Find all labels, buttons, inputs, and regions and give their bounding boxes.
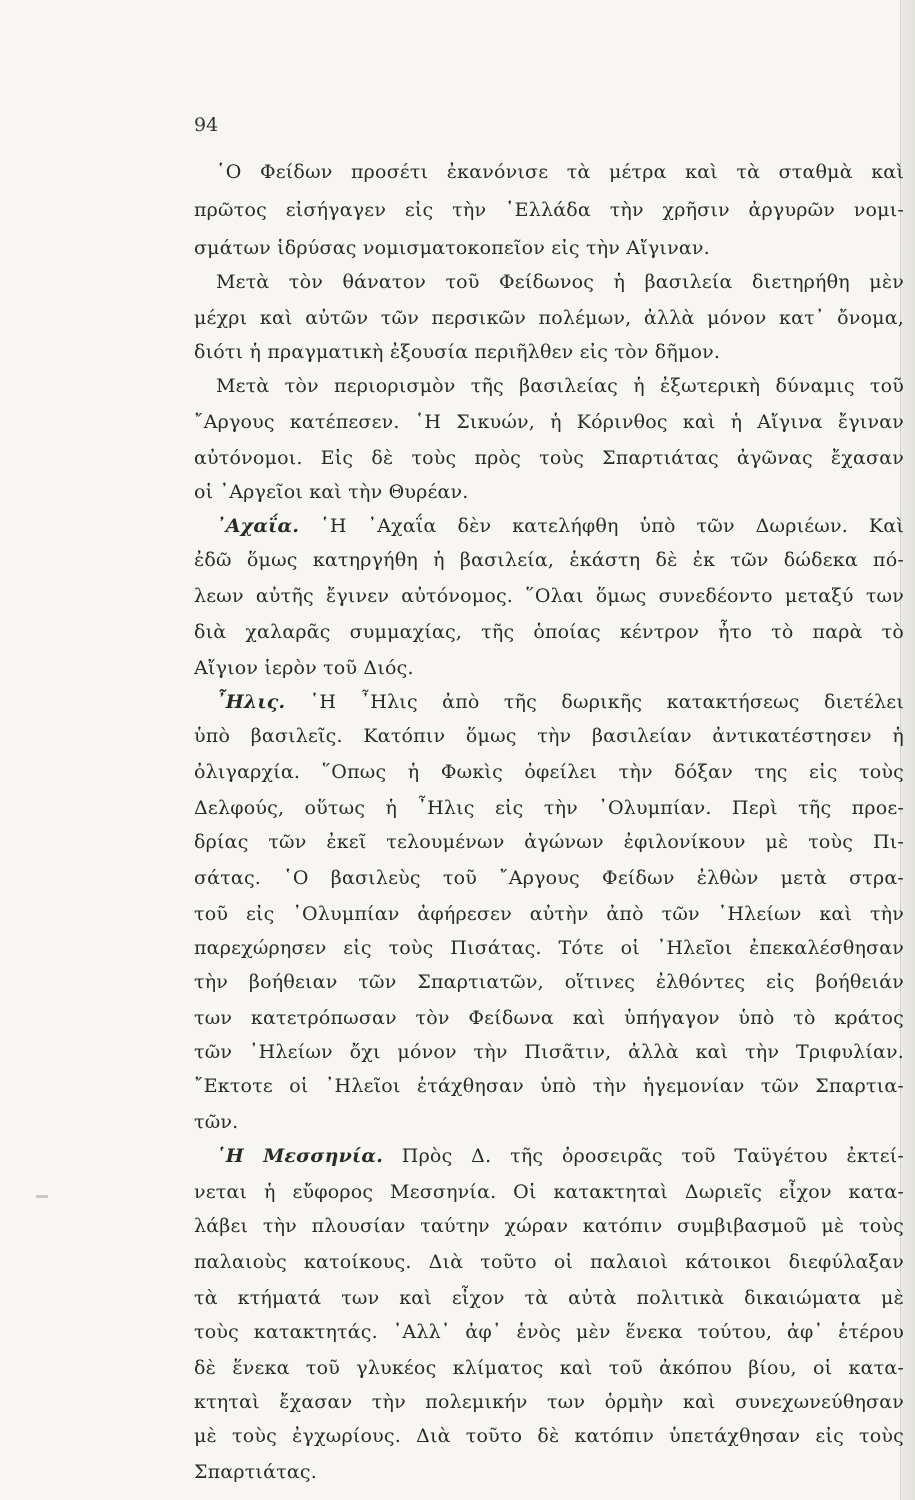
text-line (194, 1040, 904, 1064)
line-text: ἐδῶ ὅμως κατηργήθη ἡ βασιλεία, ἑκάστη δὲ ἐκ τῶν δώδεκα πό- (194, 549, 904, 571)
line-text: Δελφούς, οὕτως ἡ ῏Ηλις εἰς τὴν ᾿Ολυμπίαν. Περὶ τῆς προε- (194, 797, 904, 819)
line-text: δὲ ἕνεκα τοῦ γλυκέος κλίματος καὶ τοῦ ἀκόπου βίου, οἱ κατα- (194, 1357, 904, 1379)
text-line (194, 1390, 904, 1414)
page-edge-shadow (900, 0, 915, 1500)
text-line (194, 970, 904, 994)
text-line (194, 760, 904, 784)
line-text: ῾Η ᾿Αχαΐα δὲν κατελήφθη ὑπὸ τῶν Δωριέων. Καὶ (299, 515, 904, 537)
text-line (194, 620, 904, 644)
line-text: παλαιοὺς κατοίκους. Διὰ τοῦτο οἱ παλαιοὶ κάτοικοι διεφύλαξαν (194, 1251, 904, 1273)
text-line (194, 514, 904, 538)
text-line (194, 866, 904, 890)
text-line (194, 584, 904, 608)
line-text: διὰ χαλαρᾶς συμμαχίας, τῆς ὁποίας κέντρον ἦτο τὸ παρὰ τὸ (194, 621, 904, 643)
text-line (194, 480, 904, 504)
line-text: παρεχώρησεν εἰς τοὺς Πισάτας. Τότε οἱ ᾿Ηλεῖοι ἐπεκαλέσθησαν (194, 937, 904, 959)
line-text: τοῦ εἰς ᾿Ολυμπίαν ἀφήρεσεν αὐτὴν ἀπὸ τῶν ᾿Ηλείων καὶ τὴν (194, 903, 904, 925)
text-line (194, 936, 904, 960)
line-text: αὐτόνομοι. Εἰς δὲ τοὺς πρὸς τοὺς Σπαρτιάτας ἀγῶνας ἔχασαν (194, 447, 904, 469)
line-text: οἱ ᾿Αργεῖοι καὶ τὴν Θυρέαν. (194, 481, 469, 503)
line-text: τῶν ᾿Ηλείων ὄχι μόνον τὴν Πισᾶτιν, ἀλλὰ καὶ τὴν Τριφυλίαν. (194, 1041, 904, 1063)
line-text: τῶν. (194, 1111, 239, 1133)
text-line (194, 902, 904, 926)
line-text: ὑπὸ βασιλεῖς. Κατόπιν ὅμως τὴν βασιλείαν ἀντικατέστησεν ἡ (194, 725, 904, 747)
text-line (194, 306, 904, 330)
line-text: τὰ κτήματά των καὶ εἶχον τὰ αὐτὰ πολιτικὰ δικαιώματα μὲ (194, 1287, 904, 1309)
line-text: των κατετρόπωσαν τὸν Φείδωνα καὶ ὑπήγαγον ὑπὸ τὸ κράτος (194, 1007, 904, 1029)
line-text: ῾Η ῏Ηλις ἀπὸ τῆς δωρικῆς κατακτήσεως διετέλει (285, 691, 904, 713)
line-text: Πρὸς Δ. τῆς ὀροσειρᾶς τοῦ Ταϋγέτου ἐκτεί- (383, 1145, 905, 1167)
line-text: ῎Εκτοτε οἱ ᾿Ηλεῖοι ἐτάχθησαν ὑπὸ τὴν ἡγεμονίαν τῶν Σπαρτια- (194, 1075, 904, 1097)
line-text: τὴν βοήθειαν τῶν Σπαρτιατῶν, οἵτινες ἐλθόντες εἰς βοήθειάν (194, 971, 904, 993)
section-heading: ᾿Αχαΐα. (216, 515, 300, 537)
line-text: διότι ἡ πραγματικὴ ἐξουσία περιῆλθεν εἰς τὸν δῆμον. (194, 341, 721, 363)
line-text: λεων αὐτῆς ἔγινεν αὐτόνομος. ῞Ολαι ὅμως συνεδέοντο μεταξύ των (194, 585, 904, 607)
text-line (194, 548, 904, 572)
section-heading: ῾Η Μεσσηνία. (216, 1145, 384, 1167)
text-line (194, 446, 904, 470)
line-text: ῾Ο Φείδων προσέτι ἐκανόνισε τὰ μέτρα καὶ τὰ σταθμὰ καὶ (216, 161, 904, 183)
line-text: δρίας τῶν ἐκεῖ τελουμένων ἀγώνων ἐφιλονίκουν μὲ τοὺς Πι- (194, 831, 904, 853)
line-text: Μετὰ τὸν περιορισμὸν τῆς βασιλείας ἡ ἐξωτερικὴ δύναμις τοῦ (216, 375, 904, 397)
line-text: σάτας. ῾Ο βασιλεὺς τοῦ ῎Αργους Φείδων ἐλθὼν μετὰ στρα- (194, 867, 904, 889)
line-text: μέχρι καὶ αὐτῶν τῶν περσικῶν πολέμων, ἀλλὰ μόνον κατ᾿ ὄνομα, (194, 307, 904, 329)
text-line (194, 270, 904, 294)
line-text: λάβει τὴν πλουσίαν ταύτην χώραν κατόπιν συμβιβασμοῦ μὲ τοὺς (194, 1215, 904, 1237)
text-line (194, 160, 904, 184)
scan-smudge (36, 1195, 48, 1198)
text-line (194, 796, 904, 820)
text-line (194, 1110, 904, 1134)
line-text: νεται ἡ εὔφορος Μεσσηνία. Οἱ κατακτηταὶ Δωριεῖς εἶχον κατα- (194, 1181, 904, 1203)
line-text: σμάτων ἱδρύσας νομισματοκοπεῖον εἰς τὴν Αἴγιναν. (194, 237, 710, 259)
text-line (194, 724, 904, 748)
page-number: 94 (194, 114, 219, 136)
line-text: Αἴγιον ἱερὸν τοῦ Διός. (194, 657, 414, 679)
text-line (194, 1286, 904, 1310)
text-line (194, 1006, 904, 1030)
text-line (194, 1320, 904, 1344)
text-line (194, 1460, 904, 1484)
text-line (194, 236, 904, 260)
text-line (194, 830, 904, 854)
line-text: κτηταὶ ἔχασαν τὴν πολεμικήν των ὁρμὴν καὶ συνεχωνεύθησαν (194, 1391, 904, 1413)
text-line (194, 690, 904, 714)
text-line (194, 1214, 904, 1238)
line-text: Σπαρτιάτας. (194, 1461, 317, 1483)
text-line (194, 410, 904, 434)
text-line (194, 1074, 904, 1098)
text-line (194, 1424, 904, 1448)
line-text: ὀλιγαρχία. ῞Οπως ἡ Φωκὶς ὀφείλει τὴν δόξαν της εἰς τοὺς (194, 761, 904, 783)
text-line (194, 198, 904, 222)
line-text: μὲ τοὺς ἐγχωρίους. Διὰ τοῦτο δὲ κατόπιν ὑπετάχθησαν εἰς τοὺς (194, 1425, 904, 1447)
text-line (194, 1250, 904, 1274)
line-text: πρῶτος εἰσήγαγεν εἰς τὴν ῾Ελλάδα τὴν χρῆσιν ἀργυρῶν νομι- (194, 199, 904, 221)
text-line (194, 340, 904, 364)
section-heading: ῏Ηλις. (216, 691, 286, 713)
line-text: ῎Αργους κατέπεσεν. ῾Η Σικυών, ἡ Κόρινθος καὶ ἡ Αἴγινα ἔγιναν (194, 411, 904, 433)
text-line (194, 656, 904, 680)
text-line (194, 374, 904, 398)
text-line (194, 1356, 904, 1380)
text-line (194, 1144, 904, 1168)
line-text: τοὺς κατακτητάς. ᾿Αλλ᾿ ἀφ᾿ ἑνὸς μὲν ἕνεκα τούτου, ἀφ᾿ ἑτέρου (194, 1321, 904, 1343)
text-line (194, 1180, 904, 1204)
line-text: Μετὰ τὸν θάνατον τοῦ Φείδωνος ἡ βασιλεία διετηρήθη μὲν (216, 271, 904, 293)
